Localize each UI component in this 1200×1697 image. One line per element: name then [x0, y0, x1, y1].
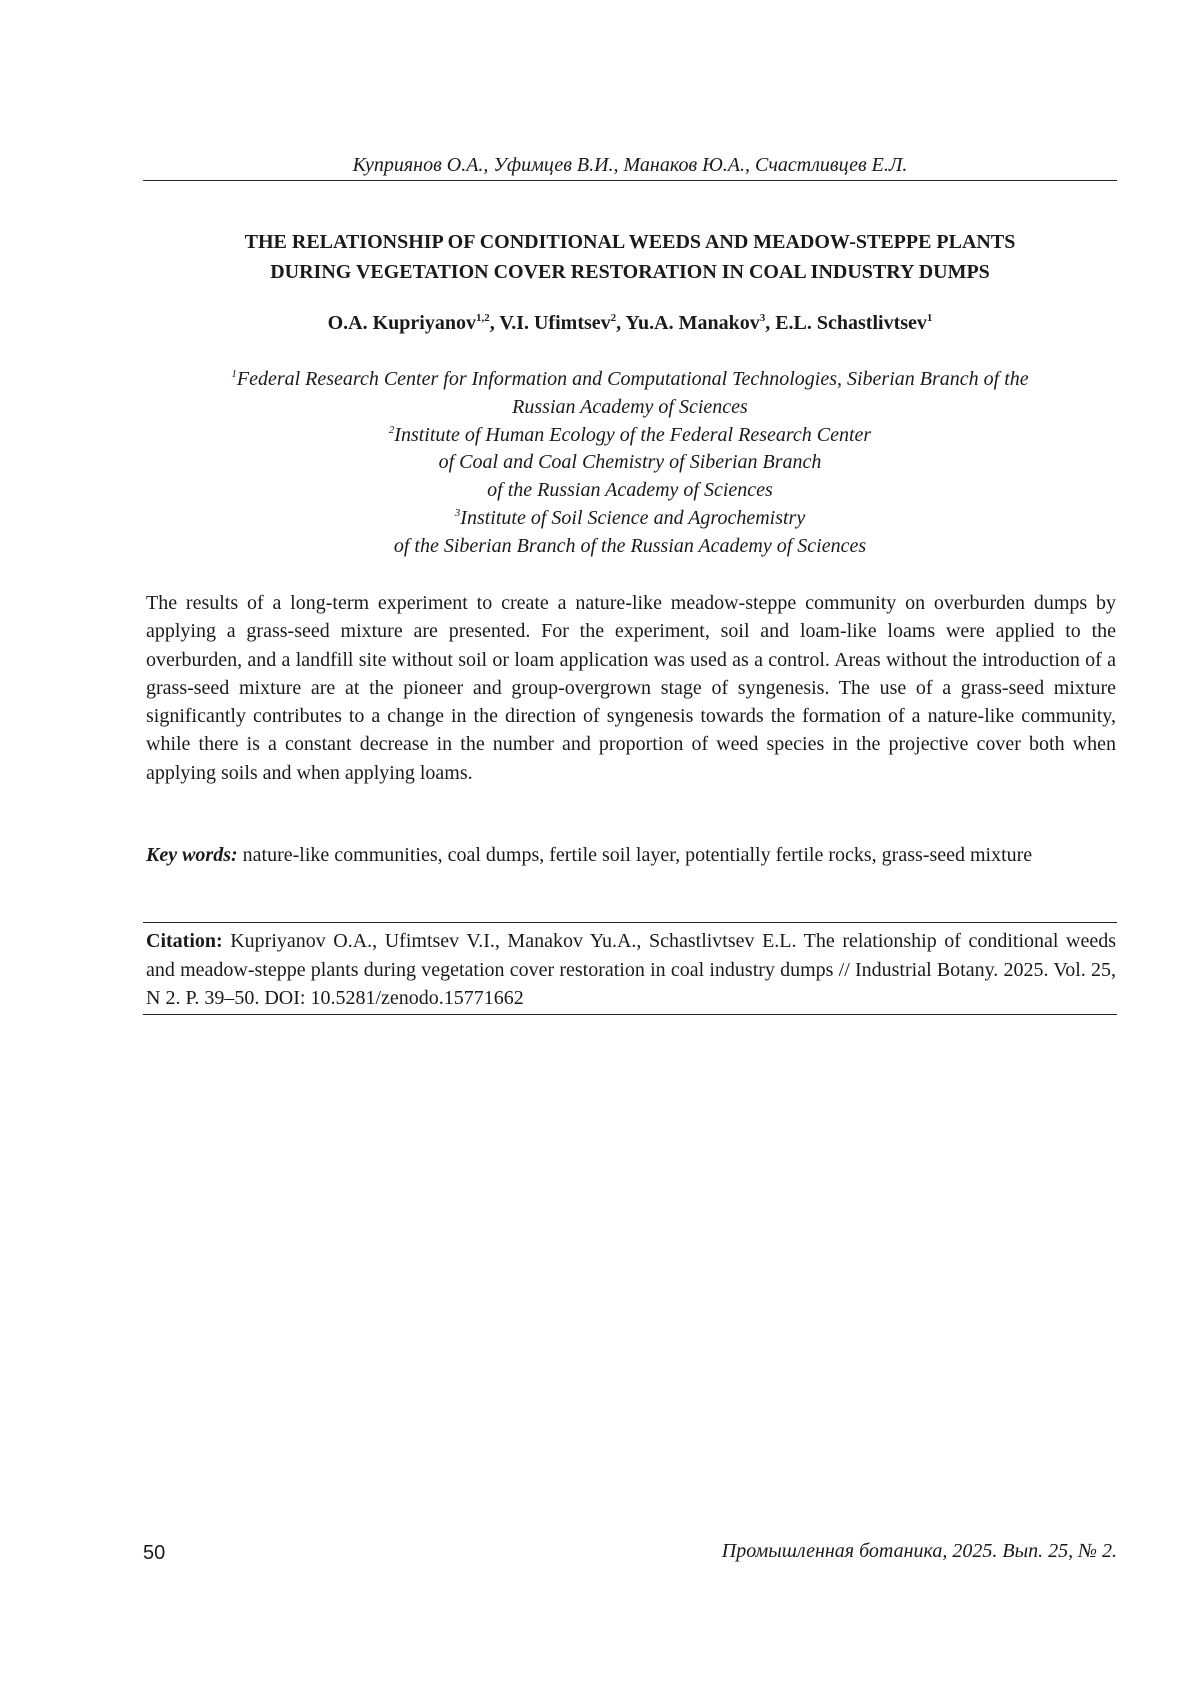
author-name: E.L. Schastlivtsev [775, 312, 927, 334]
affiliation-2-sup: 2 [389, 424, 395, 436]
affiliation-3-line-1 [143, 505, 1117, 533]
affiliation-1-sup: 1 [231, 368, 237, 380]
affiliations [143, 366, 1117, 561]
abstract: The results of a long-term experiment to create a nature-like meadow-steppe community on overburden dumps by applying a grass-seed mixture are presented. For the experiment, soil and loam-like loams were applied to the overburden, and a landfill site without soil or loam application was used as a control. Areas without the introduction of a grass-seed mixture are at the pioneer and group-overgrown stage of syngenesis. The use of a grass-seed mixture significantly contributes to a change in the direction of syngenesis towards the formation of a nature-like community, while there is a constant decrease in the number and proportion of weed species in the projective cover both when applying soils and when applying loams. [146, 589, 1116, 787]
citation-text: Kupriyanov O.A., Ufimtsev V.I., Manakov Yu.A., Schastlivtsev E.L. The relationship of conditional weeds and meadow-steppe plants during vegetation cover restoration in coal industry dumps // Industrial Botany. 2025. Vol. 25, N 2. P. 39–50. DOI: 10.5281/zenodo.15771662 [146, 930, 1116, 1009]
affiliation-1-text: Federal Research Center for Information and Computational Technologies, Siberian Branch of the [237, 368, 1029, 390]
affiliation-2-line-2: of Coal and Coal Chemistry of Siberian Branch [143, 449, 1117, 477]
title-line-1: THE RELATIONSHIP OF CONDITIONAL WEEDS AND MEADOW-STEPPE PLANTS [143, 227, 1117, 257]
header-rule [143, 180, 1117, 181]
title-line-2: DURING VEGETATION COVER RESTORATION IN COAL INDUSTRY DUMPS [143, 257, 1117, 287]
affiliation-1-line-1 [143, 366, 1117, 394]
article-title [143, 227, 1117, 287]
keywords [146, 841, 1116, 869]
author-affiliation-sup: 2 [611, 312, 617, 324]
author-name: Yu.A. Manakov [625, 312, 759, 334]
citation [146, 927, 1116, 1013]
author-affiliation-sup: 1,2 [476, 312, 490, 324]
author-name: O.A. Kupriyanov [328, 312, 476, 334]
affiliation-2-line-3: of the Russian Academy of Sciences [143, 477, 1117, 505]
affiliation-1-line-2: Russian Academy of Sciences [143, 394, 1117, 422]
author-separator: , [765, 312, 775, 334]
affiliation-3-sup: 3 [455, 507, 461, 519]
keywords-label: Key words: [146, 844, 238, 866]
affiliation-2-text: Institute of Human Ecology of the Federal Research Center [394, 424, 871, 446]
affiliation-3-text: Institute of Soil Science and Agrochemistry [460, 507, 805, 529]
running-head: Куприянов О.А., Уфимцев В.И., Манаков Ю.А., Счастливцев Е.Л. [143, 153, 1117, 177]
affiliation-3-line-2: of the Siberian Branch of the Russian Academy of Sciences [143, 533, 1117, 561]
author-list [143, 310, 1117, 336]
author-name: V.I. Ufimtsev [499, 312, 610, 334]
author-separator: , [616, 312, 625, 334]
author-separator: , [490, 312, 500, 334]
page-number: 50 [143, 1541, 165, 1565]
affiliation-2-line-1 [143, 422, 1117, 450]
journal-footer: Промышленная ботаника, 2025. Вып. 25, № 2. [722, 1539, 1117, 1563]
author-affiliation-sup: 1 [927, 312, 933, 324]
author-affiliation-sup: 3 [760, 312, 766, 324]
citation-rule-bottom [143, 1014, 1117, 1015]
article-page [0, 0, 1200, 1697]
citation-label: Citation: [146, 930, 223, 952]
citation-rule-top [143, 922, 1117, 923]
keywords-text: nature-like communities, coal dumps, fertile soil layer, potentially fertile rocks, grass-seed mixture [243, 844, 1033, 866]
